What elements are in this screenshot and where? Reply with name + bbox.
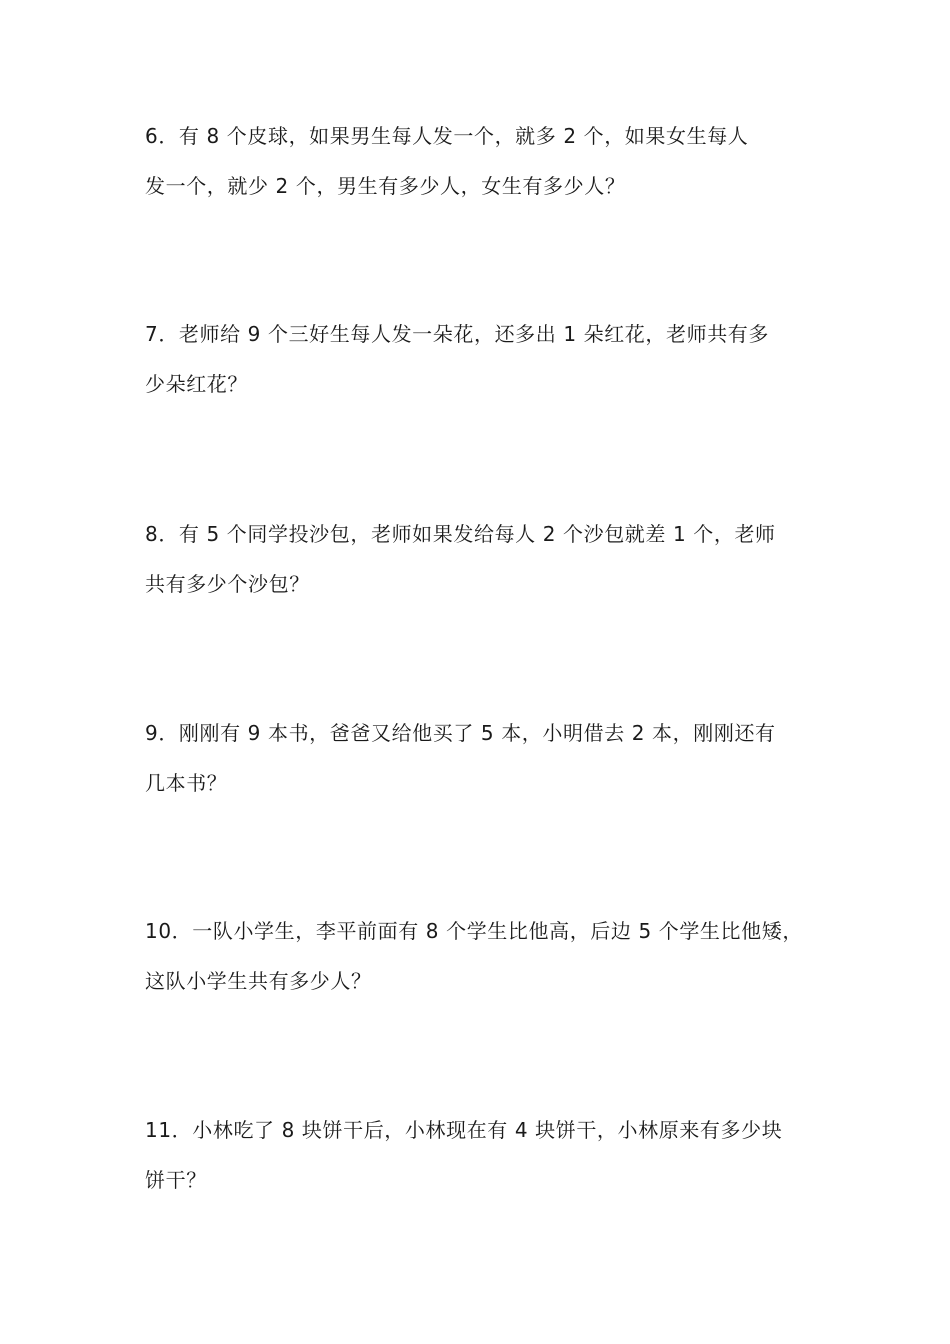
- problem-line: 9．刚刚有 9 本书，爸爸又给他买了 5 本，小明借去 2 本，刚刚还有: [145, 721, 776, 745]
- problem-6: [145, 111, 810, 211]
- problem-8: [145, 509, 810, 609]
- problem-9: [145, 708, 810, 808]
- problem-7: [145, 309, 810, 409]
- problem-line: 饼干？: [145, 1168, 207, 1192]
- problem-line: 这队小学生共有多少人？: [145, 969, 372, 993]
- problem-line: 8．有 5 个同学投沙包，老师如果发给每人 2 个沙包就差 1 个，老师: [145, 522, 776, 546]
- problem-line: 6．有 8 个皮球，如果男生每人发一个，就多 2 个，如果女生每人: [145, 124, 749, 148]
- problem-line: 7．老师给 9 个三好生每人发一朵花，还多出 1 朵红花，老师共有多: [145, 322, 770, 346]
- problem-11: [145, 1105, 810, 1205]
- problem-10: [145, 906, 810, 1006]
- problem-line: 少朵红花？: [145, 372, 248, 396]
- problem-line: 发一个，就少 2 个，男生有多少人，女生有多少人？: [145, 174, 626, 198]
- problem-line: 10．一队小学生，李平前面有 8 个学生比他高，后边 5 个学生比他矮，: [145, 919, 803, 943]
- problem-line: 几本书？: [145, 771, 228, 795]
- problem-line: 11．小林吃了 8 块饼干后，小林现在有 4 块饼干，小林原来有多少块: [145, 1118, 783, 1142]
- problem-line: 共有多少个沙包？: [145, 572, 310, 596]
